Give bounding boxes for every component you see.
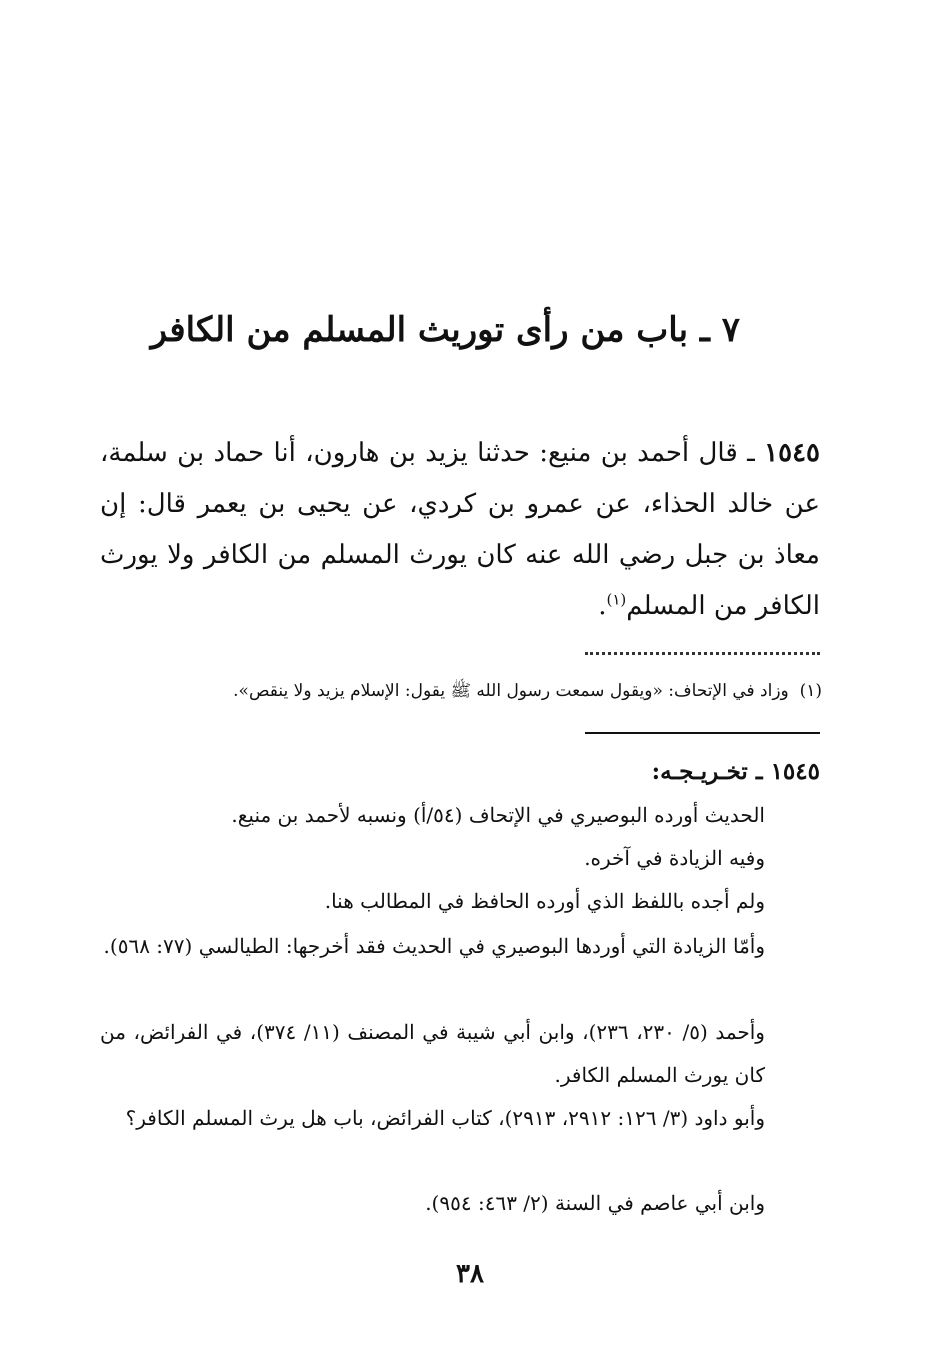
takhrij-line: الحديث أورده البوصيري في الإتحاف (٥٤/أ) ونسبه لأحمد بن منيع. xyxy=(231,803,765,827)
hadith-end-punctuation: . xyxy=(598,591,607,621)
takhrij-line: ولم أجده باللفظ الذي أورده الحافظ في المطالب هنا. xyxy=(324,889,765,913)
takhrij-paragraph: وأمّا الزيادة التي أوردها البوصيري في الحديث فقد أخرجها: الطيالسي (٧٧: ٥٦٨). xyxy=(103,934,765,958)
takhrij-paragraph: وأبو داود (٣/ ١٢٦: ٢٩١٢، ٢٩١٣)، كتاب الفرائض، باب هل يرث المسلم الكافر؟ xyxy=(125,1106,765,1130)
takhrij-line: وابن أبي عاصم في السنة (٢/ ٤٦٣: ٩٥٤). xyxy=(425,1191,765,1215)
takhrij-paragraph: وأحمد (٥/ ٢٣٠، ٢٣٦)، وابن أبي شيبة في المصنف (١١/ ٣٧٤)، في الفرائض، من كان يورث المسلم الكافر. xyxy=(100,1020,765,1087)
footnote xyxy=(190,676,822,706)
footnote-text: وزاد في الإتحاف: «ويقول سمعت رسول الله ﷺ يقول: الإسلام يزيد ولا ينقص». xyxy=(233,681,789,701)
takhrij-heading: ١٥٤٥ ـ تخـريـجـه: xyxy=(651,758,820,785)
hadith-dash: ـ xyxy=(747,438,755,468)
hadith-text: قال أحمد بن منيع: حدثنا يزيد بن هارون، أنا حماد بن سلمة، عن خالد الحذاء، عن عمرو بن كردي، عن يحيى بن يعمر قال: إن معاذ بن جبل رضي الله عنه كان يورث المسلم من الكافر ولا يورث الكافر من المسلم xyxy=(100,438,820,621)
footnote-separator xyxy=(585,652,820,655)
footnote-reference: (١) xyxy=(606,590,627,609)
footnote-marker: (١) xyxy=(799,681,822,701)
takhrij-separator xyxy=(585,732,820,734)
takhrij-line: وفيه الزيادة في آخره. xyxy=(584,846,765,870)
hadith-paragraph xyxy=(100,428,820,632)
chapter-title: ٧ ـ باب من رأى توريث المسلم من الكافر xyxy=(150,310,740,350)
hadith-number: ١٥٤٥ xyxy=(764,438,820,468)
page-number: ٣٨ xyxy=(456,1259,484,1289)
